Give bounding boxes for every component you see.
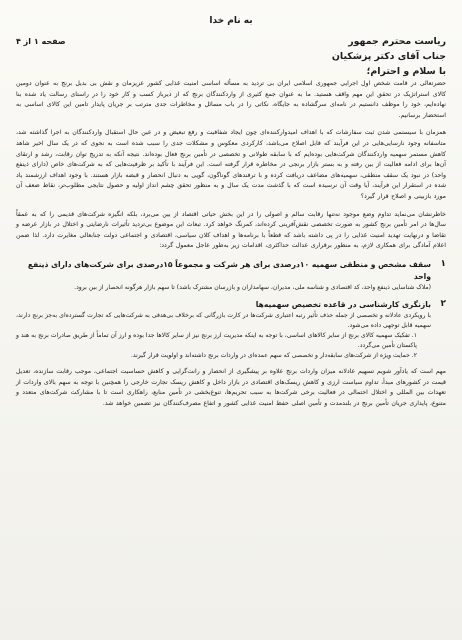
measure-item-1 (16, 259, 446, 293)
letter-header (16, 34, 446, 79)
measure-number: ۲ (440, 298, 446, 309)
intro-paragraph: حضرتعالی در قامت شخص اول اجرایی جمهوری اسلامی ایران بی تردید به مسأله اساسی امنیت غذایی کشور عزیزمان و نقش بی بدیل برنج به عنوان دومین کالای استراتژیک در تحقق این مهم واقف هستید. ما به عنوان جمع کثیری از واردکنندگان برنج که از دیرباز کسب و کار خود را در راستای رسالت یاد شده بنا نهاده‌ایم، خود را موظف دانستیم در نامه‌ای سرگشاده به جایگاه، نکاتی را در باب مسائل و مخاطرات جدی مترتب بر جریان پایدار تامین این کالای اساسی به استحضار برسانیم. (16, 80, 446, 119)
measure-item-2 (16, 299, 446, 361)
recipient-title: ریاست محترم جمهور (348, 36, 446, 47)
measure-body (16, 299, 431, 361)
closing-paragraph: مهم است که یادآور شویم تسهیم عادلانه میزان واردات برنج علاوه بر پیشگیری از انحصار و رانت‌گرایی و کاهش حساسیت اجتماعی، موجب رقابت سازنده، تعدیل قیمت در کشورهای مبدأ، تداوم سیاست ارزی و کاهش ریسک‌های اقتصادی در بازار داخل و کاهش ریسک تجارت خارجی را همچنین با توجه به سهم بالای واردات از تعهدات بین المللی و اختلال احتمالی در فعالیت برخی شرکت‌ها به سبب تحریم‌ها، تنوع‌بخشی در تأمین منابع، راهکاری است تا با مشارکت شرکت‌های متعدد و متنوع، پایداری جریان تأمین برنج در بلندمدت و تأمین اصلی حفظ امنیت غذایی کشور و اتفاع مصرف‌کنندگان نیز تضمین خواهد شد. (16, 367, 446, 407)
measure-subitem: ۲. حمایت ویژه از شرکت‌های سابقه‌دار و تخصصی که سهم عمده‌ای در واردات برنج داشته‌اند و اولویت قرار گیرند. (130, 351, 417, 359)
basmala: به نام خدا (209, 16, 253, 26)
request-paragraph: خاطرنشان می‌نماید تداوم وضع موجود نه‌تنها رقابت سالم و اصولی را در این بخش حیاتی اقتصاد از بین می‌برد، بلکه انگیزه شرکت‌های قدیمی را که به‌ عمقاً سال‌ها در امر تأمین برنج کشور به صورت تخصصی نقش‌آفرینی کرده‌اند، کمرنگ خواهد کرد. تبعات این موضوع بی‌تردید تأثیرات نارضایتی و اختلال در بازار عرضه و تقاضا و درنهایت تهدید امنیت غذایی را در پی داشته باشد که قطعاً با برنامه‌ها و اهداف کلان سیاسی، اقتصادی و اجتماعی دولت جنابعالی مغایرت دارد. لذا ضمن اعلام آمادگی برای همکاری لازم، به منظور برقراری عدالت حداکثری، اقدامات زیر به‌طور عاجل معمول گردد: (16, 210, 446, 250)
recipient-name: جناب آقای دکتر پزشکیان (331, 51, 446, 62)
page-number: صفحه ۱ از ۴ (16, 37, 66, 46)
measure-subitem: ۱. تفکیک سهمیه کالای برنج از سایر کالاهای اساسی، با توجه به اینکه مدیریت ارز برنج نیز از سایر کالاها جدا بوده و ارز آن تماماً از طریق صادرات برنج به هند و پاکستان تأمین می‌گردد. (16, 331, 417, 349)
measure-body (16, 259, 431, 293)
measure-text: با رویکردی عادلانه و تخصصی از جمله حذف تأثیر رتبه اعتباری شرکت‌ها در کارت بازرگانی که برخلاف بی‌هدفی به شرکت‌هایی که تجارت گسترده‌ای به‌جز برنج دارند، سهمیه قابل توجهی داده می‌شود. (16, 311, 431, 329)
measure-title: بازنگری کارشناسی در قاعده تخصیص سهمیه‌ها (255, 299, 431, 309)
measure-title: سقف مشخص و منطقی سهمیه ۱۰درصدی برای هر شرکت و مجموعاً ۱۵درصدی برای شرکت‌های دارای ذینفع واحد (27, 259, 431, 281)
measure-text: (ملاک شناسایی ذینفع واحد، کد اقتصادی و شناسه ملی، مدیران، سهامداران و بازرسان مشترک باشد) تا سهم بازار هرگونه انحصار از بین برود. (74, 283, 431, 291)
greeting: با سلام و احترام؛ (366, 66, 446, 77)
problem-paragraph: همزمان با سیستمی شدن ثبت سفارشات که با اهداف امیدوارکننده‌ای چون ایجاد شفافیت و رفع تبعیض و در عین حال استقبال واردکنندگان به اجرا گذاشته شد، متاسفانه وجود نارسایی‌هایی در این فرآیند که قابل اصلاح می‌باشد، کارکردی معکوس و مشکلات جدی را سبب شده است به نحوی که در یک سال اخیر شاهد کاهش مستمر سهمیه واردکنندگان شرکت‌هایی بوده‌ایم که با سابقه طولانی و تخصصی در تأمین برنج فعال بوده‌اند. نتیجه آنکه به تدریج توان رقابت، رشد و ارتقای آن‌ها برای ادامه فعالیت از بین رفته و به بستر بازار برنجی در مخاطره قرار گرفته است. این فرآیند با تأکید بر ظرفیت‌هایی که به شرکت‌های خاص (دارای ذینفع واحد) در نبود یک سقف منطقی، سهمیه‌های مضاعف دریافت کرده و با ترفندهای گوناگون، گویی به دنبال انحصار و قبضه بازار هستند. با وجود اهداف ارزشمند یاد شده در استقرار این فرآیند، آیا وقت آن نرسیده است که با گذشت مدت یک سال و به منظور تحقق چشم انداز اولیه و حصول نتایجی مطلوب‌تر، نقاط ضعف آن مورد بازبینی و اصلاح قرار گیرد؟ (16, 129, 446, 200)
measure-number: ۱ (440, 258, 446, 269)
recipient-block (332, 34, 446, 79)
